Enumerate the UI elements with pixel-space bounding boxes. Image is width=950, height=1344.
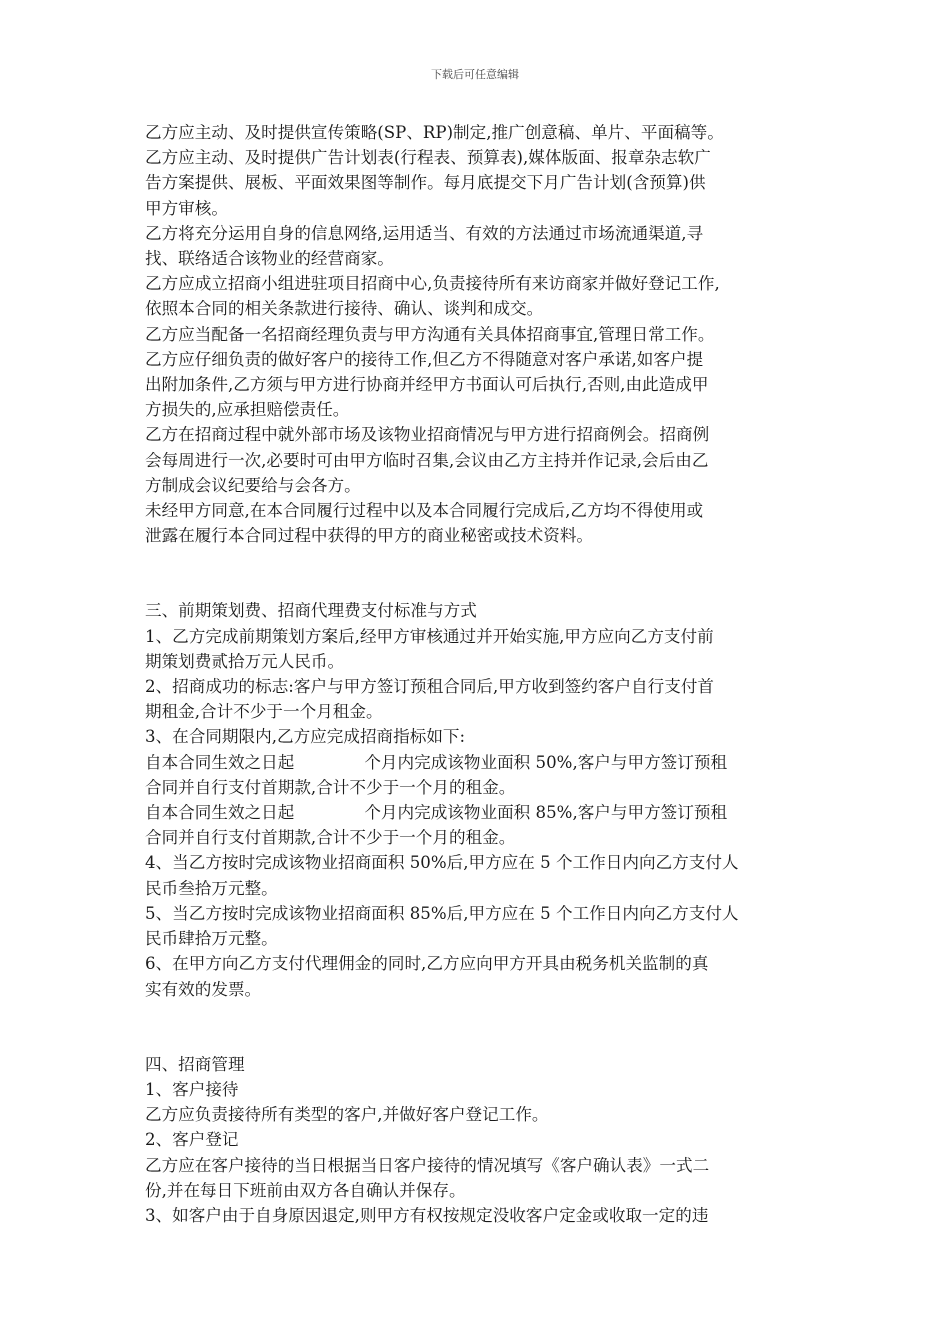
text-line: 4、当乙方按时完成该物业招商面积 50%后,甲方应在 5 个工作日内向乙方支付人 (145, 853, 739, 873)
text-line: 乙方应当配备一名招商经理负责与甲方沟通有关具体招商事宜,管理日常工作。 (145, 324, 715, 344)
text-line: 乙方应成立招商小组进驻项目招商中心,负责接待所有来访商家并做好登记工作, (145, 274, 720, 294)
text-line: 合同并自行支付首期款,合计不少于一个月的租金。 (145, 828, 516, 848)
text-line: 期策划费贰拾万元人民币。 (145, 651, 345, 671)
text-line: 1、客户接待 (145, 1079, 239, 1099)
text-line: 期租金,合计不少于一个月租金。 (145, 702, 383, 722)
text-line: 2、客户登记 (145, 1130, 239, 1150)
text-line: 民币肆拾万元整。 (145, 929, 278, 949)
section-spacer (145, 1002, 815, 1052)
text-line: 1、乙方完成前期策划方案后,经甲方审核通过并开始实施,甲方应向乙方支付前 (145, 626, 714, 646)
text-line: 份,并在每日下班前由双方各自确认并保存。 (145, 1180, 466, 1200)
section-heading: 三、前期策划费、招商代理费支付标准与方式 (145, 601, 477, 621)
section-two-block (145, 120, 815, 548)
text-line: 泄露在履行本合同过程中获得的甲方的商业秘密或技术资料。 (145, 526, 594, 546)
target-text-post: 个月内完成该物业面积 85%,客户与甲方签订预租 (364, 803, 728, 823)
section-heading: 四、招商管理 (145, 1054, 245, 1074)
text-line: 乙方应仔细负责的做好客户的接待工作,但乙方不得随意对客户承诺,如客户提 (145, 349, 704, 369)
text-line: 实有效的发票。 (145, 979, 262, 999)
text-line: 未经甲方同意,在本合同履行过程中以及本合同履行完成后,乙方均不得使用或 (145, 501, 704, 521)
target-text-pre: 自本合同生效之日起 (145, 752, 295, 772)
target-text-pre: 自本合同生效之日起 (145, 803, 295, 823)
text-line: 乙方应负责接待所有类型的客户,并做好客户登记工作。 (145, 1105, 549, 1125)
text-line: 乙方应在客户接待的当日根据当日客户接待的情况填写《客户确认表》一式二 (145, 1155, 710, 1175)
text-line: 告方案提供、展板、平面效果图等制作。每月底提交下月广告计划(含预算)供 (145, 173, 706, 193)
text-line: 5、当乙方按时完成该物业招商面积 85%后,甲方应在 5 个工作日内向乙方支付人 (145, 903, 739, 923)
text-line: 方损失的,应承担赔偿责任。 (145, 400, 350, 420)
section-three-block (145, 598, 815, 1001)
text-line: 民币叁拾万元整。 (145, 878, 278, 898)
page-header-note: 下载后可任意编辑 (431, 68, 519, 81)
text-line: 乙方在招商过程中就外部市场及该物业招商情况与甲方进行招商例会。招商例 (145, 425, 710, 445)
text-line: 合同并自行支付首期款,合计不少于一个月的租金。 (145, 777, 516, 797)
text-line: 乙方应主动、及时提供广告计划表(行程表、预算表),媒体版面、报章杂志软广 (145, 148, 711, 168)
text-line: 2、招商成功的标志:客户与甲方签订预租合同后,甲方收到签约客户自行支付首 (145, 677, 715, 697)
document-body (145, 120, 815, 1228)
text-line: 甲方审核。 (145, 198, 228, 218)
target-text-post: 个月内完成该物业面积 50%,客户与甲方签订预租 (364, 752, 728, 772)
target-line (145, 800, 815, 825)
text-line: 出附加条件,乙方须与甲方进行协商并经甲方书面认可后执行,否则,由此造成甲 (145, 375, 709, 395)
text-line: 会每周进行一次,必要时可由甲方临时召集,会议由乙方主持并作记录,会后由乙 (145, 450, 709, 470)
text-line: 乙方应主动、及时提供宣传策略(SP、RP)制定,推广创意稿、单片、平面稿等。 (145, 123, 724, 142)
text-line: 3、在合同期限内,乙方应完成招商指标如下: (145, 727, 466, 747)
section-spacer (145, 548, 815, 598)
text-line: 3、如客户由于自身原因退定,则甲方有权按规定没收客户定金或收取一定的违 (145, 1205, 709, 1225)
section-four-block (145, 1052, 815, 1228)
text-line: 依照本合同的相关条款进行接待、确认、谈判和成交。 (145, 299, 544, 319)
text-line: 6、在甲方向乙方支付代理佣金的同时,乙方应向甲方开具由税务机关监制的真 (145, 954, 709, 974)
text-line: 找、联络适合该物业的经营商家。 (145, 249, 394, 269)
text-line: 方制成会议纪要给与会各方。 (145, 475, 361, 495)
text-line: 乙方将充分运用自身的信息网络,运用适当、有效的方法通过市场流通渠道,寻 (145, 223, 704, 243)
target-line (145, 750, 815, 775)
